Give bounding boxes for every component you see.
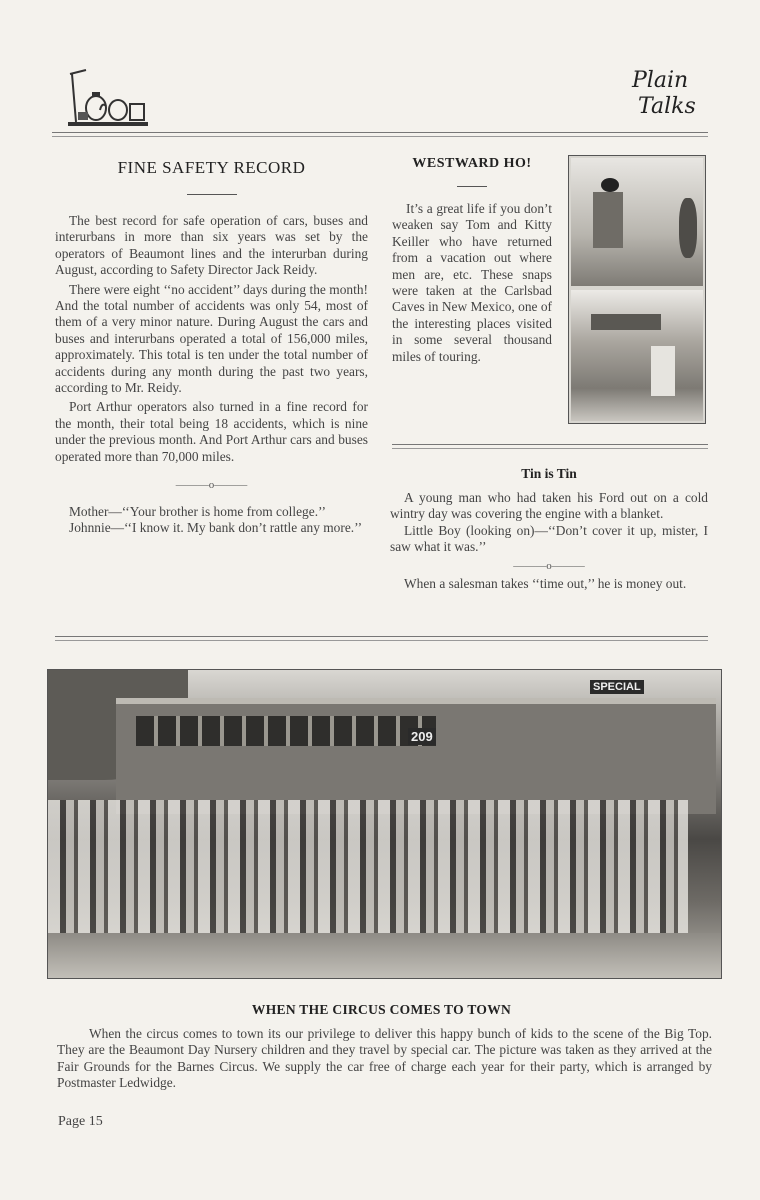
brand-line2: Talks: [638, 94, 696, 119]
circus-body: When the circus comes to town its our privilege to deliver this happy bunch of kids to the scene of the Big Top. They are the Beaumont Day Nursery children and they travel by special car. The picture was taken as they arrived at the Fair Grounds for the Barnes Circus. We supply the car free of charge each year for their party, which is arranged by Postmaster Ledwidge.: [57, 1026, 712, 1091]
separator: ———o———: [513, 559, 585, 572]
separator: ———o———: [175, 479, 248, 492]
brand-line1: Plain: [632, 68, 689, 93]
tea-set-illustration-icon: [66, 66, 150, 130]
tin-title: Tin is Tin: [521, 466, 577, 481]
streetcar: [116, 698, 716, 814]
page-number: Page 15: [58, 1114, 103, 1129]
special-sign: SPECIAL: [590, 680, 644, 694]
car-number-sign: 209: [408, 728, 436, 745]
joke-line: Mother—‘‘Your brother is home from college.’’: [69, 503, 326, 519]
tin-paragraph: A young man who had taken his Ford out on a cold wintry day was covering the engine with a blanket.: [390, 490, 708, 522]
circus-streetcar-photo: [47, 669, 722, 979]
plain-talks-logo: [628, 68, 708, 120]
carlsbad-caves-photo: [568, 155, 706, 424]
children-group: [48, 800, 688, 940]
safety-paragraph: There were eight ‘‘no accident’’ days during the month! And the total number of accidents was only 54, most of them of a very minor nature. During August the cars and buses and interurbans operated a total of 156,000 miles, approximately. This total is ten under the total number of accidents during any month during the past two years, according to Mr. Reidy.: [55, 281, 368, 396]
section-rule: [392, 444, 708, 449]
safety-paragraph: Port Arthur operators also turned in a fine record for the month, their total being 18 accidents, which is nine under the previous month. And Port Arthur cars and buses operated more than 70,000 miles.: [55, 399, 368, 464]
photo-top: [571, 158, 703, 286]
tin-closing: When a salesman takes ‘‘time out,’’ he is money out.: [404, 576, 687, 592]
tin-paragraph: Little Boy (looking on)—‘‘Don’t cover it up, mister, I saw what it was.’’: [390, 522, 708, 555]
westward-title: WESTWARD HO!: [412, 156, 532, 171]
westward-body: It’s a great life if you don’t weaken say Tom and Kitty Keiller who have returned from a vacation out where men are, etc. These snaps were taken at the Carlsbad Caves in New Mexico, one of the interesting places visited in some several thousand miles of touring.: [392, 201, 552, 364]
circus-article: [57, 1026, 712, 1092]
safety-article: [55, 158, 368, 536]
safety-title: FINE SAFETY RECORD: [117, 158, 306, 177]
circus-title: WHEN THE CIRCUS COMES TO TOWN: [251, 1002, 512, 1017]
title-underline: [457, 186, 487, 187]
safety-paragraph: The best record for safe operation of cars, buses and interurbans in more than six years was set by the operators of Beaumont lines and the interurban during August, according to Safety Director Jack Reidy.: [55, 213, 368, 278]
header-rule: [52, 132, 708, 137]
tin-article: [390, 466, 708, 592]
section-rule: [55, 636, 708, 641]
westward-article: [392, 156, 552, 365]
joke-line: Johnnie—‘‘I know it. My bank don’t rattle any more.’’: [69, 519, 363, 535]
ground: [48, 933, 721, 978]
photo-bottom: [571, 290, 703, 421]
title-underline: [187, 194, 237, 195]
